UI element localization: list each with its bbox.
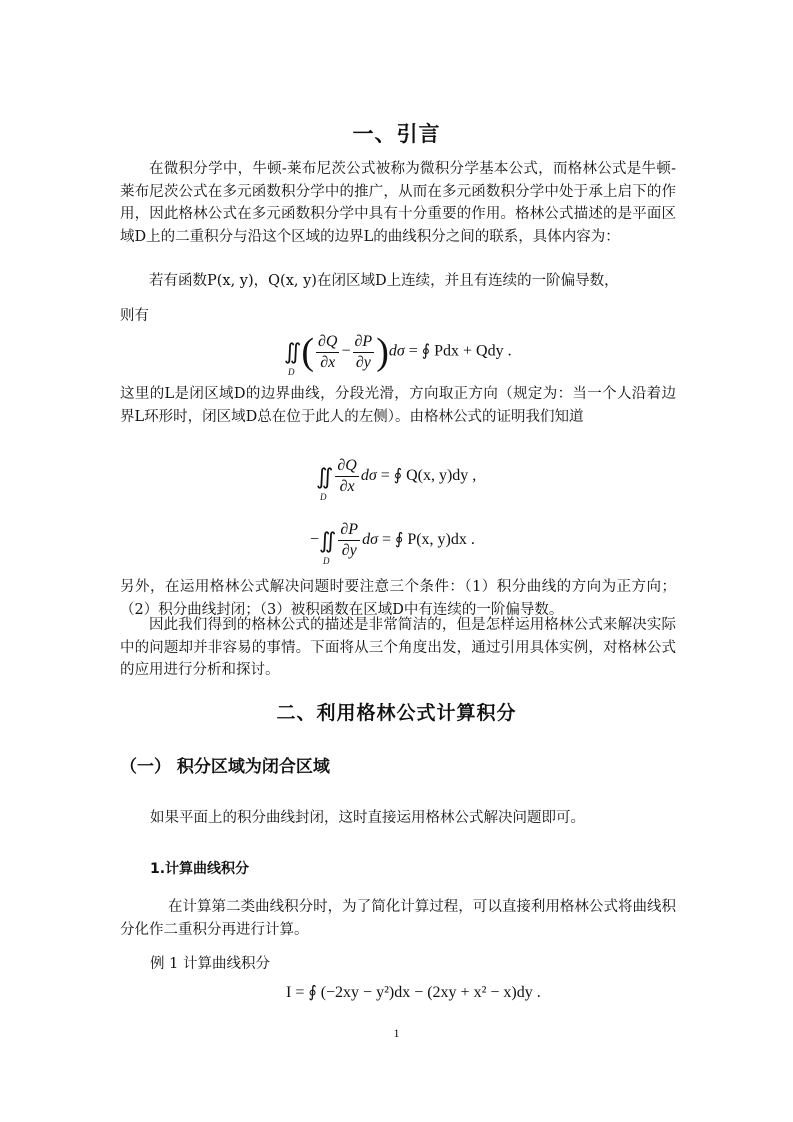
section1-title: 一、引言 xyxy=(352,122,441,146)
section2-title: 二、利用格林公式计算积分 xyxy=(276,702,517,724)
page-number: 1 xyxy=(393,1026,400,1040)
intro-paragraph-1: 在微积分学中，牛顿-莱布尼茨公式被称为微积分学基本公式，而格林公式是牛顿-莱布尼茨公式在多元函数积分学中的推广，从而在多元函数积分学中处于承上启下的作用，因此格林公式在多元函数积分学中具有十分重要的作用。格林公式描述的是平面区域D上的二重积分与沿这个区域的边界L的曲线积分之间的联系，具体内容为： xyxy=(120,161,676,245)
intro-paragraph-5: 因此我们得到的格林公式的描述是非常简洁的，但是怎样运用格林公式来解决实际中的问题却并非容易的事情。下面将从三个角度出发，通过引用具体实例，对格林公式的应用进行分析和探讨。 xyxy=(120,617,676,678)
equation-p-component: −∬ D $\frac{\partial P}{\partial y}$ dσ = ∮ P(x, y)dx . xyxy=(310,521,475,566)
equation-q-component: ∬ D $\frac{\partial Q}{\partial x}$ dσ = ∮ Q(x, y)dy , xyxy=(316,457,477,502)
section2-paragraph-2: 在计算第二类曲线积分时，为了简化计算过程，可以直接利用格林公式将曲线积分化作二重积分再进行计算。 xyxy=(120,899,676,938)
section2-paragraph-1: 如果平面上的积分曲线封闭，这时直接运用格林公式解决问题即可。 xyxy=(150,810,585,826)
subsection-curve-integral: 1.计算曲线积分 xyxy=(150,861,250,877)
subsection-closed-region: （一） 积分区域为闭合区域 xyxy=(120,757,330,777)
intro-paragraph-2-continued: 则有 xyxy=(120,308,149,324)
intro-paragraph-2: 若有函数P(x, y)，Q(x, y)在闭区域D上连续，并且有连续的一阶偏导数， xyxy=(149,273,619,289)
intro-paragraph-3: 这里的L是闭区域D的边界曲线，分段光滑，方向取正方向（规定为：当一个人沿着边界L环形时，闭区域D总在位于此人的左侧）。由格林公式的证明我们知道 xyxy=(120,386,676,425)
intro-paragraph-4: 另外，在运用格林公式解决问题时要注意三个条件：（1）积分曲线的方向为正方向；（2）积分曲线封闭；（3）被积函数在区域D中有连续的一阶偏导数。 xyxy=(120,579,676,618)
equation-green-formula: ∬ D ( $\frac{\partial Q}{\partial x}$ − $\frac{\partial P}{\partial y}$ )dσ = ∮ Pdx + Qdy . xyxy=(284,331,512,377)
equation-example-1: I = ∮ (−2xy − y²)dx − (2xy + x² − x)dy . xyxy=(286,984,541,1001)
example-1-label: 例 1 计算曲线积分 xyxy=(150,956,270,972)
